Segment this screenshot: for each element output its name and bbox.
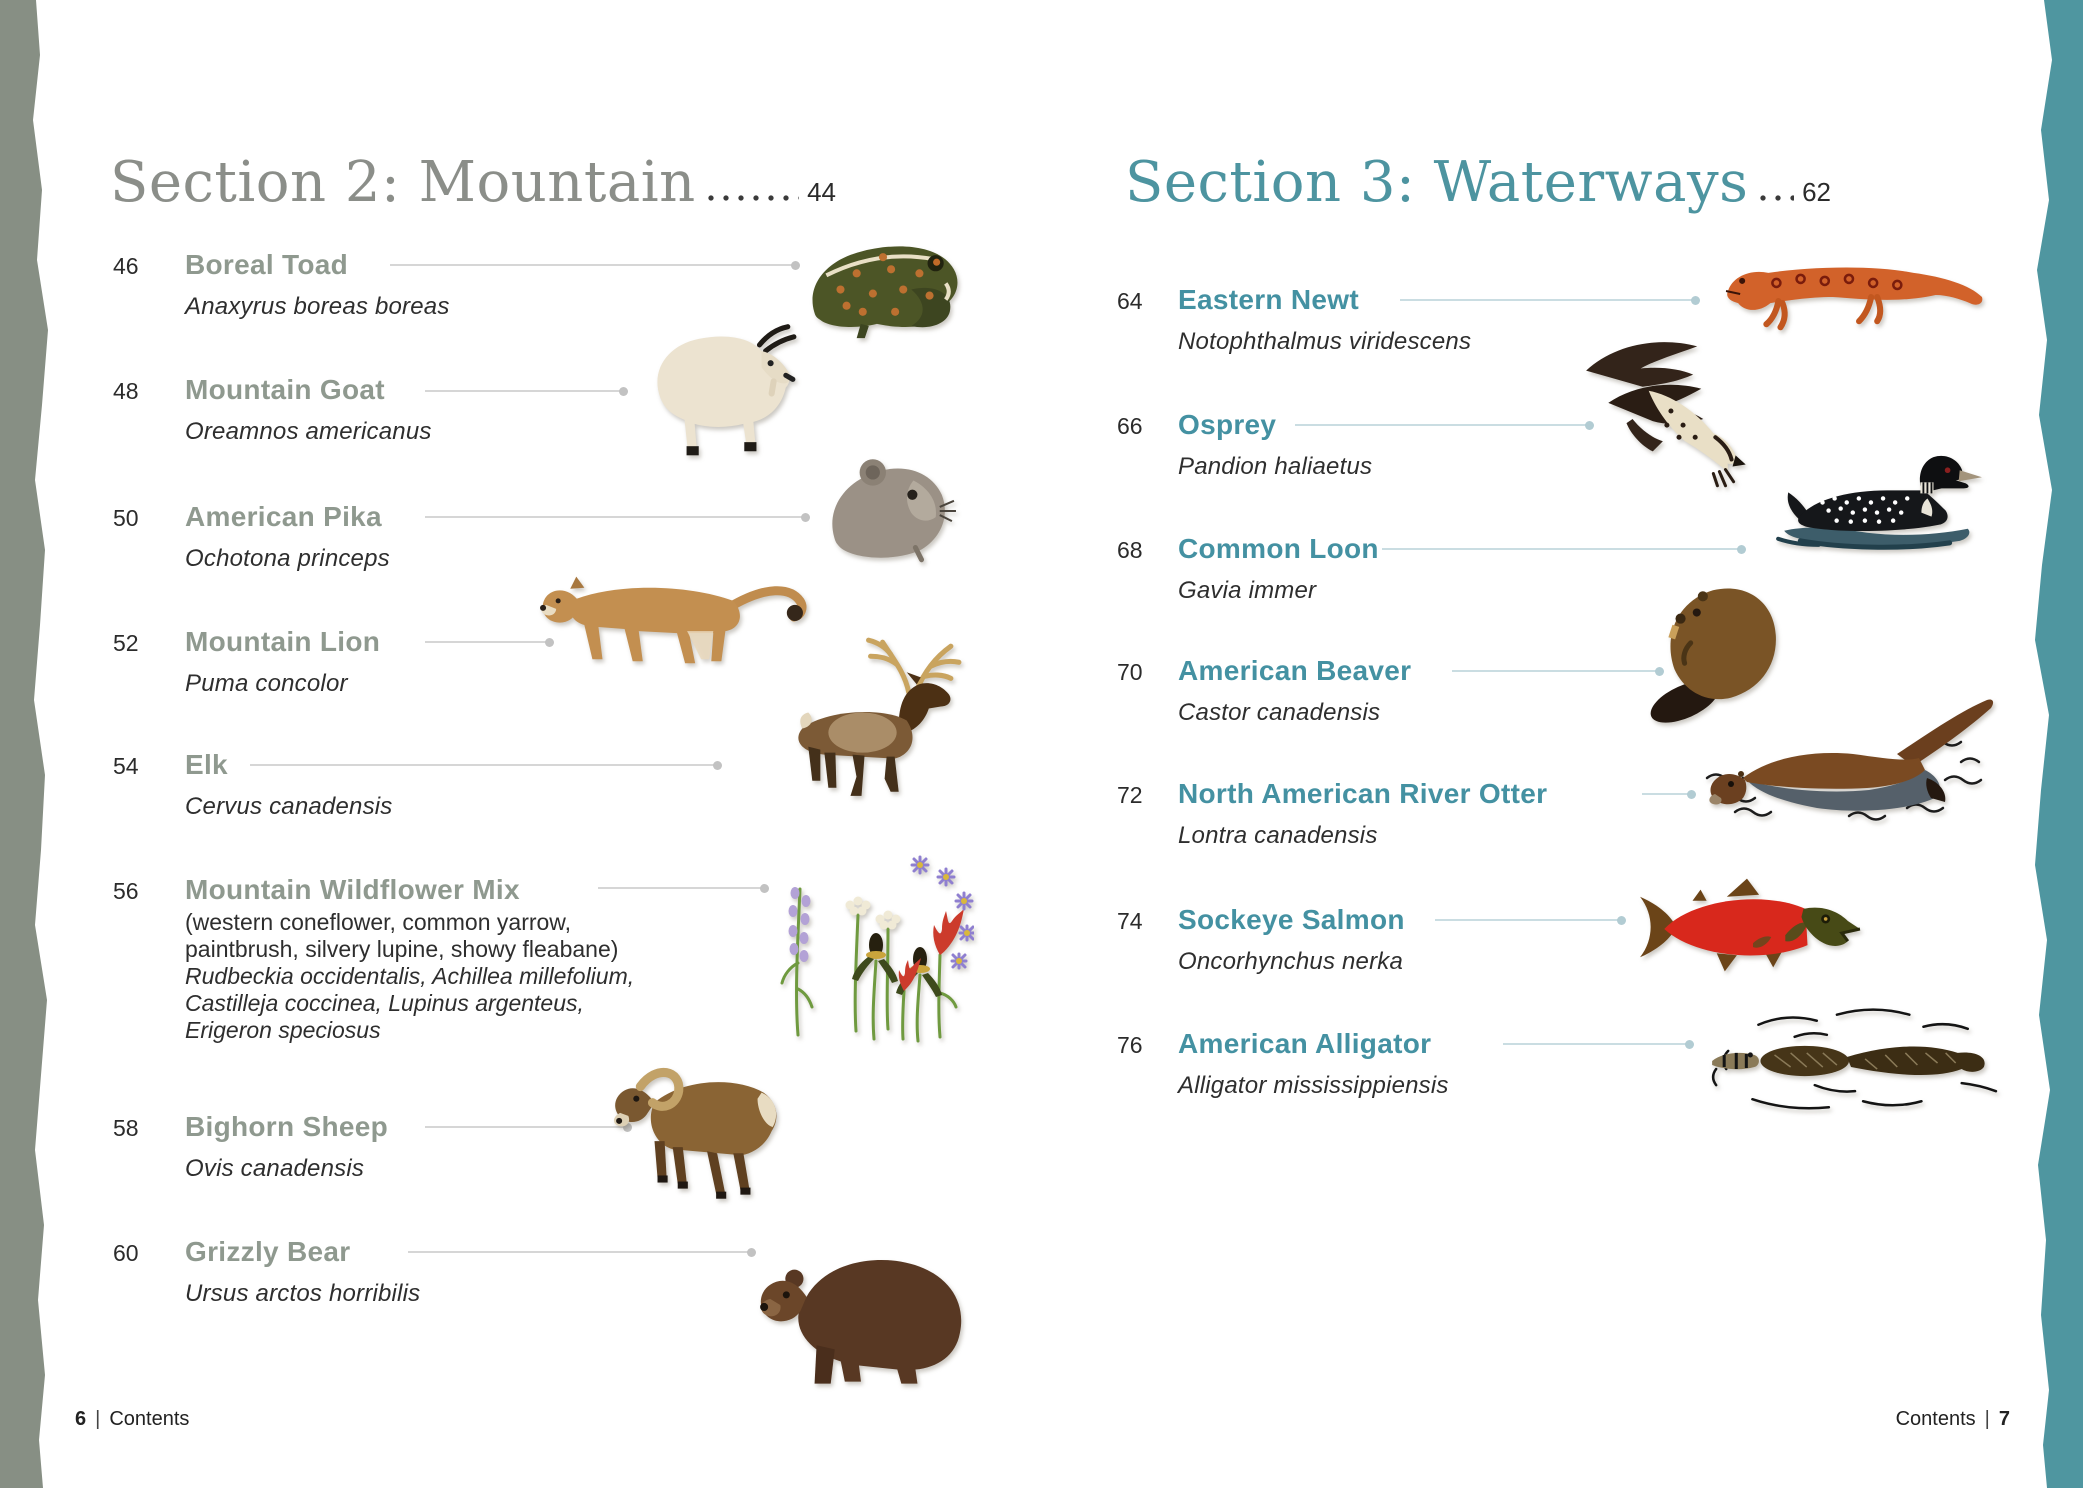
footer-page-number: 6 <box>75 1408 87 1430</box>
entry-page-number: 52 <box>113 630 139 656</box>
entry-scientific-name-line: Rudbeckia occidentalis, Achillea millefolium, <box>185 963 635 989</box>
entry-page-number: 66 <box>1117 413 1143 439</box>
entry-page-number: 70 <box>1117 659 1143 685</box>
entry-page-number: 46 <box>113 253 139 279</box>
leader-line <box>1452 670 1660 672</box>
leader-line <box>1382 548 1742 550</box>
boreal-toad-illustration <box>798 230 968 345</box>
entry-name: Mountain Goat <box>185 374 385 405</box>
entry-name: Common Loon <box>1178 533 1379 564</box>
eastern-newt-illustration <box>1720 250 1988 334</box>
entry-name: American Beaver <box>1178 655 1412 686</box>
leader-line <box>408 1251 752 1253</box>
leader-line <box>425 516 806 518</box>
entry-page-number: 60 <box>113 1240 139 1266</box>
common-loon-illustration <box>1770 446 1984 562</box>
entry-scientific-name: Anaxyrus boreas boreas <box>185 293 450 320</box>
entry-name: Elk <box>185 749 228 780</box>
entry-scientific-name: Notophthalmus viridescens <box>1178 328 1472 355</box>
grizzly-bear-illustration <box>750 1226 978 1396</box>
footer-right <box>1896 1408 2010 1431</box>
footer-label: Contents <box>109 1408 190 1430</box>
toc-entry-mountain-lion <box>113 626 380 698</box>
sockeye-salmon-illustration <box>1634 876 1864 978</box>
toc-entry-bighorn-sheep <box>113 1111 388 1183</box>
leader-line <box>1642 793 1692 795</box>
toc-entry-american-alligator <box>1117 1028 1449 1100</box>
entry-scientific-name: Oreamnos americanus <box>185 418 432 445</box>
river-otter-illustration <box>1698 686 2000 826</box>
mountain-goat-illustration <box>640 316 802 464</box>
entry-name: Osprey <box>1178 409 1277 440</box>
leader-line <box>1400 299 1696 301</box>
section-heading-waterways <box>1125 152 1831 214</box>
entry-name: Bighorn Sheep <box>185 1111 389 1142</box>
american-pika-illustration <box>816 450 958 574</box>
entry-name: Boreal Toad <box>185 249 349 280</box>
entry-page-number: 58 <box>113 1115 139 1141</box>
osprey-illustration <box>1578 332 1776 494</box>
entry-page-number: 74 <box>1117 908 1143 934</box>
toc-entry-american-beaver <box>1117 655 1411 727</box>
entry-common-names-line: paintbrush, silvery lupine, showy fleabane) <box>185 936 619 962</box>
entry-scientific-name: Alligator mississippiensis <box>1178 1072 1449 1099</box>
footer-separator: | <box>1984 1408 1990 1430</box>
footer-left <box>75 1408 189 1431</box>
entry-name: Eastern Newt <box>1178 284 1359 315</box>
entry-scientific-name: Ochotona princeps <box>185 545 390 572</box>
toc-entry-american-pika <box>113 501 390 573</box>
leader-line <box>425 390 624 392</box>
section-page-number: 62 <box>1802 177 1831 207</box>
entry-scientific-name: Oncorhynchus nerka <box>1178 948 1404 975</box>
entry-scientific-name-line: Erigeron speciosus <box>185 1017 381 1043</box>
entry-name: Mountain Wildflower Mix <box>185 874 520 905</box>
entry-name: Grizzly Bear <box>185 1236 351 1267</box>
entry-name: Sockeye Salmon <box>1178 904 1405 935</box>
entry-scientific-name-line: Castilleja coccinea, Lupinus argenteus, <box>185 990 584 1016</box>
dotted-leader <box>708 195 799 201</box>
entry-page-number: 56 <box>113 878 139 904</box>
entry-page-number: 64 <box>1117 288 1143 314</box>
entry-name: American Alligator <box>1178 1028 1432 1059</box>
entry-scientific-name: Pandion haliaetus <box>1178 453 1373 480</box>
toc-entry-osprey <box>1117 409 1372 481</box>
leader-line <box>250 764 718 766</box>
section-title: Section 2: Mountain <box>110 150 696 215</box>
american-alligator-illustration <box>1694 998 2006 1128</box>
bighorn-sheep-illustration <box>606 1036 802 1222</box>
entry-common-names-line: (western coneflower, common yarrow, <box>185 909 572 935</box>
leader-line <box>598 887 765 889</box>
section-page-number: 44 <box>807 177 836 207</box>
leader-line <box>390 264 796 266</box>
leader-line <box>425 641 550 643</box>
toc-entry-elk <box>113 749 393 821</box>
leader-line <box>1435 919 1622 921</box>
entry-scientific-name: Ovis canadensis <box>185 1155 365 1182</box>
toc-entry-boreal-toad <box>113 249 450 321</box>
leader-line <box>1295 424 1590 426</box>
toc-entry-sockeye-salmon <box>1117 904 1405 976</box>
toc-entry-mountain-goat <box>113 374 432 446</box>
toc-entry-grizzly-bear <box>113 1236 420 1308</box>
entry-scientific-name: Lontra canadensis <box>1178 822 1378 849</box>
entry-page-number: 76 <box>1117 1032 1143 1058</box>
section-heading-mountain <box>110 152 836 214</box>
entry-scientific-name: Puma concolor <box>185 670 348 697</box>
toc-entry-mountain-wildflower-mix <box>113 874 634 1044</box>
elk-illustration <box>740 628 974 812</box>
leader-line <box>425 1126 628 1128</box>
mountain-wildflower-mix-illustration <box>770 843 974 1043</box>
left-page-torn-border <box>0 0 48 1488</box>
entry-page-number: 48 <box>113 378 139 404</box>
leader-line <box>1503 1043 1690 1045</box>
toc-entry-eastern-newt <box>1117 284 1471 356</box>
toc-entry-common-loon <box>1117 533 1379 605</box>
entry-scientific-name: Castor canadensis <box>1178 699 1381 726</box>
footer-page-number: 7 <box>1998 1408 2010 1430</box>
entry-scientific-name: Gavia immer <box>1178 577 1317 604</box>
entry-scientific-name: Ursus arctos horribilis <box>185 1280 421 1307</box>
entry-page-number: 54 <box>113 753 139 779</box>
entry-page-number: 72 <box>1117 782 1143 808</box>
entry-name: North American River Otter <box>1178 778 1548 809</box>
entry-scientific-name: Cervus canadensis <box>185 793 393 820</box>
entry-name: Mountain Lion <box>185 626 381 657</box>
entry-page-number: 50 <box>113 505 139 531</box>
right-page-torn-border <box>2035 0 2083 1488</box>
section-title: Section 3: Waterways <box>1125 150 1749 215</box>
toc-entry-river-otter <box>1117 778 1547 850</box>
entry-name: American Pika <box>185 501 382 532</box>
entry-page-number: 68 <box>1117 537 1143 563</box>
footer-separator: | <box>95 1408 101 1430</box>
footer-label: Contents <box>1895 1408 1976 1430</box>
dotted-leader <box>1760 195 1794 201</box>
